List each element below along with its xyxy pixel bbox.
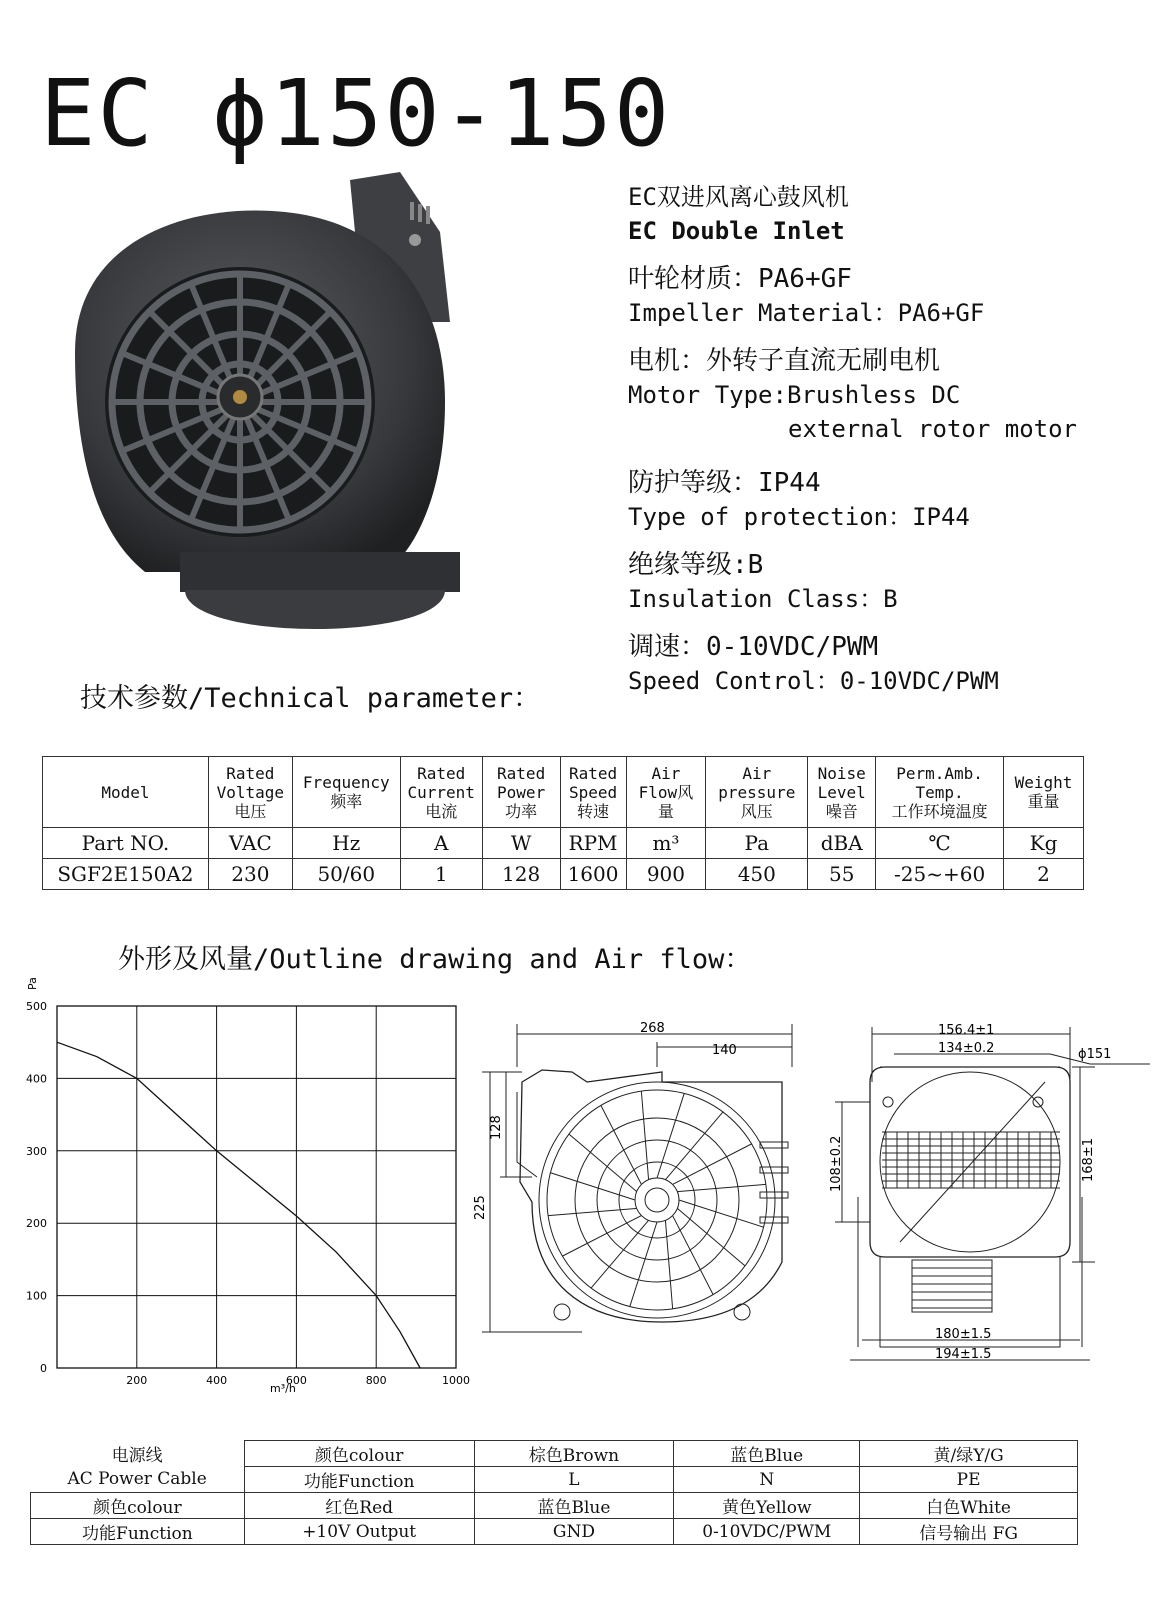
header-line: Power (497, 782, 546, 802)
header-line: Air (742, 763, 772, 783)
cable-cell: 黄色Yellow (674, 1493, 860, 1519)
dim-overall-height: 225 (473, 1195, 488, 1220)
side-view-drawing (462, 1012, 822, 1342)
chart-y-tick-label: 100 (26, 1289, 47, 1303)
chart-y-tick-label: 400 (26, 1072, 47, 1086)
cable-row-4 (31, 1519, 1078, 1545)
header-line: Speed (568, 782, 618, 802)
grille-spoke (673, 1144, 752, 1185)
header-line: Weight (1014, 773, 1073, 792)
value-cell: 450 (706, 859, 808, 890)
cable-cell: 黄/绿Y/G (860, 1441, 1078, 1467)
value-cell: 128 (482, 859, 560, 890)
value-cell: -25~+60 (876, 859, 1004, 890)
header-cell (400, 757, 482, 828)
cable-cell: 蓝色Blue (674, 1441, 860, 1467)
grille-spoke (679, 1200, 764, 1227)
chart-y-tick-label: 300 (26, 1144, 47, 1158)
grille-spoke (665, 1220, 672, 1309)
cable-cell: AC Power Cable (31, 1467, 245, 1493)
header-line: 转速 (577, 801, 610, 821)
cable-cell: 功能Function (244, 1467, 474, 1493)
cable-cell: PE (860, 1467, 1078, 1493)
value-cell: 50/60 (292, 859, 400, 890)
unit-cell: A (400, 828, 482, 859)
grille-spoke (548, 1208, 637, 1215)
header-line: Model (101, 782, 150, 802)
chart-x-ticks (126, 1374, 470, 1387)
chart-frame (57, 1006, 456, 1368)
grille-spoke (601, 1105, 642, 1184)
unit-cell: W (482, 828, 560, 859)
value-cell: SGF2E150A2 (43, 859, 209, 890)
cable-cell: 棕色Brown (474, 1441, 674, 1467)
unit-cell: VAC (208, 828, 292, 859)
grille-spoke (665, 1112, 723, 1180)
value-cell: 1600 (560, 859, 626, 890)
chart-grid (57, 1006, 456, 1368)
speed-en: Speed Control：0-10VDC/PWM (628, 667, 999, 695)
chart-y-tick-label: 200 (26, 1217, 47, 1231)
unit-cell: ℃ (876, 828, 1004, 859)
header-cell (208, 757, 292, 828)
impeller-cn: 叶轮材质：PA6+GF (628, 264, 852, 294)
dim-flange-outer: 156.4±1 (938, 1023, 995, 1038)
header-line: 频率 (330, 792, 363, 811)
value-cell: 230 (208, 859, 292, 890)
grille-spoke (673, 1216, 714, 1295)
value-cell: 55 (808, 859, 876, 890)
cable-cell: 蓝色Blue (474, 1493, 674, 1519)
header-cell (482, 757, 560, 828)
tech-table-values-row (43, 859, 1084, 890)
cable-row-1 (31, 1441, 1078, 1467)
insulation-cn: 绝缘等级:B (628, 550, 764, 580)
chart-y-ticks (26, 1000, 47, 1375)
speed-cn: 调速：0-10VDC/PWM (628, 632, 879, 662)
spec-block (628, 180, 1148, 698)
dim-inlet-height: 128 (489, 1115, 504, 1140)
cable-cell: 电源线 (111, 1446, 163, 1466)
cable-cell: GND (474, 1519, 674, 1545)
header-cell (560, 757, 626, 828)
dim-diameter: ϕ151 (1078, 1047, 1112, 1062)
chart-y-tick-label: 500 (26, 1000, 47, 1013)
header-line: 工作环境温度 (891, 801, 988, 821)
insulation-en: Insulation Class：B (628, 585, 898, 613)
grille-spoke (657, 1093, 684, 1178)
tech-table (42, 756, 1084, 890)
page-title: EC ϕ150-150 (40, 60, 672, 167)
cable-cell: 颜色colour (244, 1441, 474, 1467)
motor-cn: 电机：外转子直流无刷电机 (628, 346, 941, 376)
grille-spoke (630, 1222, 657, 1307)
header-line: Rated (497, 763, 546, 783)
unit-cell: Hz (292, 828, 400, 859)
chart-x-tick-label: 600 (285, 1374, 307, 1387)
cable-cell: +10V Output (244, 1519, 474, 1545)
header-line: 风压 (740, 801, 773, 821)
dim-overall-width: 268 (640, 1021, 665, 1036)
cable-cell: N (674, 1467, 860, 1493)
cable-cell: 信号输出 FG (860, 1519, 1078, 1545)
header-cell (292, 757, 400, 828)
header-cell (706, 757, 808, 828)
grille-spoke (550, 1173, 635, 1200)
dim-half-width: 140 (712, 1043, 737, 1058)
header-line: 噪音 (825, 801, 858, 821)
unit-cell: Part NO. (43, 828, 209, 859)
chart-x-tick-label: 400 (206, 1374, 228, 1387)
dim-outlet-height: 108±0.2 (829, 1135, 844, 1192)
grille-spoke (677, 1208, 745, 1266)
grille-spoke (677, 1184, 766, 1191)
header-line: Noise (817, 763, 866, 783)
cable-cell: 0-10VDC/PWM (674, 1519, 860, 1545)
header-line: Air (651, 763, 681, 783)
value-cell: 2 (1004, 859, 1084, 890)
motor-en-2: external rotor motor (788, 415, 1077, 443)
dim-flange-inner: 134±0.2 (938, 1041, 995, 1056)
impeller-en: Impeller Material：PA6+GF (628, 299, 985, 327)
product-name-cn: EC双进风离心鼓风机 (628, 183, 849, 211)
header-line: Rated (226, 763, 275, 783)
motor-en-1: Motor Type:Brushless DC (628, 381, 961, 409)
cable-cell: 功能Function (31, 1519, 245, 1545)
header-line: 量 (657, 801, 674, 821)
unit-cell: m³ (626, 828, 706, 859)
header-line: Rated (417, 763, 466, 783)
tech-table-header-row (43, 757, 1084, 828)
header-line: 功率 (505, 801, 538, 821)
power-cable-table (30, 1440, 1078, 1545)
header-line: Temp. (915, 782, 964, 802)
front-view-drawing (820, 1022, 1150, 1367)
chart-x-tick-label: 1000 (442, 1374, 470, 1387)
header-line: 重量 (1027, 792, 1060, 811)
dim-flange-height: 168±1 (1081, 1138, 1096, 1182)
chart-series-line (57, 1042, 420, 1368)
header-line: pressure (718, 782, 796, 802)
cable-row-3 (31, 1493, 1078, 1519)
dim-base-inner: 180±1.5 (935, 1327, 992, 1342)
airflow-chart (0, 960, 480, 1410)
product-name-en: EC Double Inlet (628, 217, 845, 245)
header-cell (43, 757, 209, 828)
protection-cn: 防护等级：IP44 (628, 468, 821, 498)
value-cell: 900 (626, 859, 706, 890)
unit-cell: RPM (560, 828, 626, 859)
header-line: 电压 (234, 801, 267, 821)
header-line: Voltage (216, 782, 285, 802)
unit-cell: Kg (1004, 828, 1084, 859)
header-line: Rated (568, 763, 618, 783)
grille-spoke (591, 1220, 649, 1288)
chart-y-tick-label: 0 (40, 1362, 47, 1375)
chart-x-tick-label: 200 (126, 1374, 148, 1387)
chart-y-label: Pa (26, 977, 39, 990)
header-line: Perm.Amb. (896, 763, 983, 783)
grille-spoke (569, 1134, 637, 1192)
cable-row-2 (31, 1467, 1078, 1493)
header-cell (626, 757, 706, 828)
cable-cell: L (474, 1467, 674, 1493)
header-cell (1004, 757, 1084, 828)
header-line: Current (407, 782, 475, 802)
outline-heading: 外形及风量/Outline drawing and Air flow： (118, 944, 752, 975)
chart-x-label: m³/h (270, 1382, 296, 1395)
unit-cell: Pa (706, 828, 808, 859)
header-line: Flow风 (638, 782, 694, 802)
blower-photo (55, 172, 475, 652)
cable-cell: 白色White (860, 1493, 1078, 1519)
value-cell: 1 (400, 859, 482, 890)
header-cell (876, 757, 1004, 828)
unit-cell: dBA (808, 828, 876, 859)
tech-heading: 技术参数/Technical parameter： (80, 683, 541, 714)
tech-table-units-row (43, 828, 1084, 859)
header-line: 电流 (425, 801, 458, 821)
header-line: Frequency (302, 773, 390, 792)
cable-cell: 红色Red (244, 1493, 474, 1519)
dim-base-outer: 194±1.5 (935, 1347, 992, 1362)
header-cell (808, 757, 876, 828)
protection-en: Type of protection：IP44 (628, 503, 970, 531)
grille-spoke (641, 1091, 648, 1180)
header-line: Level (817, 782, 866, 802)
chart-x-tick-label: 800 (365, 1374, 387, 1387)
cable-cell: 颜色colour (31, 1493, 245, 1519)
grille-spoke (562, 1216, 641, 1257)
